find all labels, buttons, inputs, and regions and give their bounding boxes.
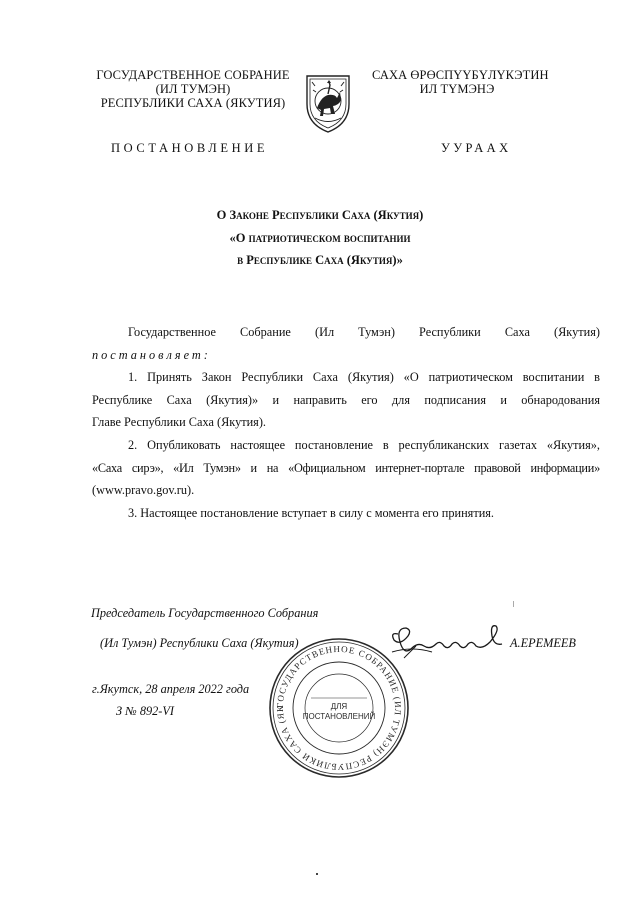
item-3-line: 3. Настоящее постановление вступает в силу с момента его принятия. [128, 506, 495, 520]
item-1-line-2: Республике Саха (Якутия)» и направить его для подписания и обнародования [92, 392, 600, 407]
item-2-line-1: 2. Опубликовать настоящее постановление в республиканских газетах «Якутия», [128, 438, 600, 452]
header-left-line-3: РЕСПУБЛИКИ САХА (ЯКУТИЯ) [100, 96, 286, 110]
title-line-3: в Республике Саха (Якутия)» [237, 253, 403, 267]
scan-mark [316, 873, 318, 875]
document-title [0, 204, 640, 272]
scan-mark [513, 601, 514, 607]
title-line-1: О Законе Республики Саха (Якутия) [216, 208, 424, 222]
header-right-line-1: САХА ӨРӨСПҮҮБҮЛҮКЭТИН [372, 68, 549, 82]
preamble-line [92, 321, 600, 344]
title-line-2: «О патриотическом воспитании [229, 230, 411, 245]
item-1-line-3: Главе Республики Саха (Якутия). [92, 415, 267, 429]
preamble-word: Саха [504, 325, 530, 339]
item-2-line-2: «Саха сирэ», «Ил Тумэн» и на «Официальном интернет-портале правовой информации» [92, 460, 600, 475]
signatory-position-line-2: (Ил Тумэн) Республики Саха (Якутия) [100, 636, 299, 650]
item-1-line-1: 1. Принять Закон Республики Саха (Якутия) «О патриотическом воспитании в [128, 370, 600, 384]
item-2-paragraph [92, 434, 600, 502]
document-kind-russian: ПОСТАНОВЛЕНИЕ [111, 141, 269, 155]
preamble-word: (Якутия) [554, 325, 600, 339]
preamble-word: Государственное [128, 325, 216, 339]
header-right-line-2: ИЛ ТҮМЭНЭ [419, 82, 495, 96]
preamble-word: (Ил [314, 325, 335, 339]
seal-center-line-2: ПОСТАНОВЛЕНИЙ [302, 712, 376, 721]
svg-text:ГОСУДАРСТВЕННОЕ СОБРАНИЕ (ИЛ Т: ГОСУДАРСТВЕННОЕ СОБРАНИЕ (ИЛ ТУМЭН) РЕСПУБЛИКИ САХА (ЯК [274, 643, 404, 773]
coat-of-arms-icon [303, 70, 353, 134]
item-3-paragraph [92, 502, 600, 525]
official-seal [267, 636, 411, 780]
preamble-word: Республики [419, 325, 481, 339]
registration-number: З № 892-VI [116, 704, 174, 718]
seal-center-line-1: ДЛЯ [330, 702, 348, 711]
decree-word: постановляет: [92, 347, 211, 362]
header-left-line-1: ГОСУДАРСТВЕННОЕ СОБРАНИЕ [96, 68, 290, 82]
item-2-line-3: (www.pravo.gov.ru). [92, 483, 195, 497]
preamble-word: Тумэн) [358, 325, 395, 339]
document-kind-yakut: УУРААХ [441, 141, 512, 155]
header-left-line-2: (ИЛ ТУМЭН) [155, 82, 231, 96]
signatory-position-line-1: Председатель Государственного Собрания [91, 606, 319, 620]
header-right-block [372, 68, 549, 96]
preamble-word: Собрание [240, 325, 291, 339]
header-left-block [88, 68, 298, 110]
place-and-date: г.Якутск, 28 апреля 2022 года [92, 682, 250, 696]
preamble-paragraph [92, 321, 600, 366]
signatory-name: А.ЕРЕМЕЕВ [510, 636, 576, 650]
item-1-paragraph [92, 366, 600, 434]
